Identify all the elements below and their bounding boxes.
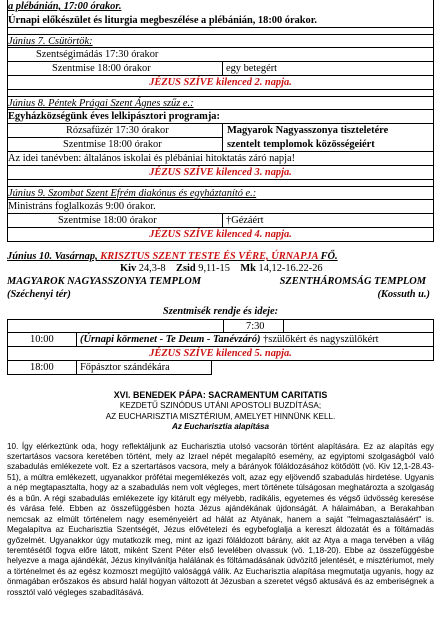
row-1800: 18:00 Főpásztor szándékára <box>7 361 212 375</box>
top-line-2: Úrnapi előkészület és liturgia megbeszélése a plébánián, 18:00 órakor. <box>7 14 434 28</box>
article-title: XVI. BENEDEK PÁPA: SACRAMENTUM CARITATIS <box>113 390 328 400</box>
row-730: 7:30 <box>7 319 434 333</box>
top-line-1: a plébánián, 17:00 órakor. <box>7 0 434 14</box>
jun10-readings: Kiv 24,3-8 Zsid 9,11-15 Mk 14,12-16.22-26 <box>120 263 323 274</box>
jun7-row2: Szentmise 18:00 órakor egy betegért <box>7 62 434 76</box>
article-subtitle-2: AZ EUCHARISZTIA MISZTÉRIUM, AMELYET HINNÜNK KELL. <box>105 411 336 421</box>
jun10-novena: JÉZUS SZÍVE kilenced 5. napja. <box>7 347 434 361</box>
jun7-heading: Június 7. Csütörtök: <box>7 34 434 48</box>
spacer <box>7 433 434 442</box>
article-body: 10. Így elérkeztünk oda, hogy reflektáljunk az Eucharisztia utolsó vacsorán történt alapítására. Ez az alapítás egy szertartásos vacsora keretében történt, mely az Izrael népét megalapító esemény, az egyiptomi szolgaságból való szabadulás emlékezete volt. Ez a szertartásos vacsora, mely a bárányok föláldozásához kötődött (vö. Kiv 12,1-28.43-51), a múltra emlékezett, ugyanakkor prófétai megemlékezés volt, azaz egy eljövendő szabadulás hirdetése. Ugyanis a nép megtapasztalta, hogy az a szabadulás nem volt végleges, mert története túlságosan meghatározta a szolgaság és a bűn. A régi szabadulás emlékezete így kitárult egy mélyebb, radikális, egyetemes és végső üdvösség keresése és várása felé. Ebben az összefüggésben hozta Jézus ajándékának újdonságát. A hálaimában, a Berakahban nemcsak az elmúlt történelem nagy eseményeiért ad hálát az Atyának, hanem a saját "felmagasztalásáért" is. Megalapítva az Eucharisztia Szentségét, Jézus elővételezi és egybefoglalja a kereszt áldozatát és a föltámadás győzelmét. Ugyanakkor úgy mutatkozik meg, mint az igazi föláldozott bárány, akit az Atya a maga tervében a világ teremtésétől fogva előre látott, miként Szent Péter első levelében olvassuk (vö. 1,18-20). Ebbe az összefüggésbe helyezve a maga ajándékát, Jézus kinyilvánítja halálának és föltámadásának üdvözítő jelentését, e misztériumot, mely a történelmet és az egész kozmoszt megújító valósággá válik. Az Eucharisztia alapítása megmutatja ugyanis, hogy az önmagában erőszakos és absurd halál hogyan változott át Jézusban a szeretet végső aktusává és az emberiségnek a rossztól való végleges szabadításává. <box>7 441 434 597</box>
jun8-program: Egyházközségünk éves lelkipásztori programja: <box>7 110 434 124</box>
jun9-novena: JÉZUS SZÍVE kilenced 4. napja. <box>7 228 434 242</box>
jun10-churches: MAGYAROK NAGYASSZONYA TEMPLOM SZENTHÁROMSÁG TEMPLOM <box>7 276 426 287</box>
jun8-heading: Június 8. Péntek Prágai Szent Ágnes szűz e.: <box>7 96 434 110</box>
article-subtitle-1: KEZDETŰ SZINÓDUS UTÁNI APOSTOLI BUZDÍTÁSA; <box>119 401 322 410</box>
jun9-row2: Szentmise 18:00 órakor †Gézáért <box>7 214 434 228</box>
spacer <box>7 242 434 251</box>
schedule-title: Szentmisék rendje és ideje: <box>162 306 279 317</box>
article-subtitle-3: Az Eucharisztia alapítása <box>171 422 270 431</box>
jun9-heading: Június 9. Szombat Szent Efrém diakónus és egyháztanító e.: <box>7 186 434 200</box>
jun8-announcement: Az idei tanévben: általános iskolai és plébániai hitoktatás záró napja! <box>7 152 434 166</box>
row-1000: 10:00 (Úrnapi körmenet - Te Deum - Tanévzáró) †szülőkért és nagyszülőkért <box>7 333 434 347</box>
spacer <box>7 375 434 390</box>
jun9-row1: Ministráns foglalkozás 9:00 órakor. <box>7 200 434 214</box>
bulletin <box>7 0 434 598</box>
jun8-novena: JÉZUS SZÍVE kilenced 3. napja. <box>7 166 434 180</box>
jun10-heading: Június 10. Vasárnap, KRISZTUS SZENT TESTE ÉS VÉRE, ÚRNAPJA FŐ. <box>7 251 338 262</box>
jun10-locations: (Széchenyi tér) (Kossuth u.) <box>7 289 430 300</box>
jun7-row1: Szentségimádás 17:30 órakor <box>7 48 434 62</box>
jun7-novena: JÉZUS SZÍVE kilenced 2. napja. <box>7 76 434 90</box>
jun8-schedule: Rózsafüzér 17:30 órakor Szentmise 18:00 órakor Magyarok Nagyasszonya tiszteletére szentelt templomok közösségeiért <box>7 124 434 152</box>
jun8-intention: Magyarok Nagyasszonya tiszteletére szentelt templomok közösségeiért <box>222 124 434 151</box>
